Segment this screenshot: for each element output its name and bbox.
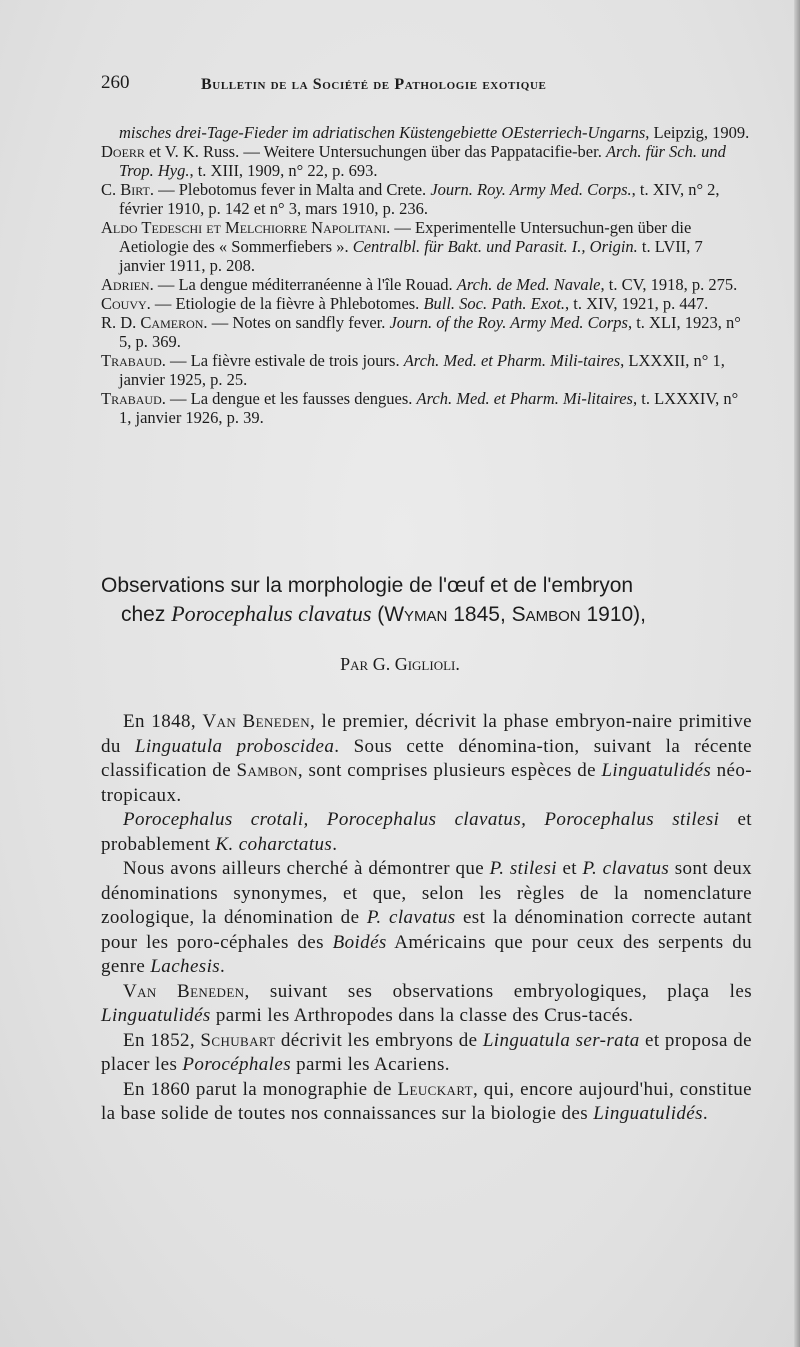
species-name: Linguatula ser-rata bbox=[482, 1029, 640, 1051]
article-title-line-1: Observations sur la morphologie de l'œuf et de l'embryon bbox=[101, 574, 634, 597]
text-run: . bbox=[332, 833, 338, 855]
reference-details: t. LVII, 7 janvier 1911, p. 208. bbox=[119, 237, 703, 275]
taxon-name: Lachesis bbox=[150, 956, 221, 977]
text-run: Nous avons ailleurs cherché à démontrer que bbox=[123, 858, 490, 879]
reference-title: et V. K. Russ. — Weitere Untersuchungen über das Pappatacifie-ber. bbox=[144, 142, 606, 161]
reference-author: Trabaud. bbox=[101, 389, 166, 408]
reference-author: R. D. Cameron. bbox=[101, 313, 208, 332]
title-prefix: chez bbox=[121, 603, 172, 626]
reference-title: — Etiologie de la fièvre à Phlebotomes. bbox=[150, 294, 424, 313]
reference-author: Aldo Tedeschi et Melchiorre Napolitani. bbox=[101, 218, 391, 237]
reference-list bbox=[101, 123, 751, 427]
text-run: En 1860 parut la monographie de bbox=[123, 1078, 398, 1100]
paragraph bbox=[101, 710, 752, 808]
text-run: Américains que pour ceux des serpents du genre bbox=[101, 931, 752, 977]
reference-author: Trabaud. bbox=[101, 351, 166, 370]
text-run: décrivit les embryons de bbox=[275, 1029, 483, 1051]
species-name: Linguatula proboscidea bbox=[135, 735, 335, 757]
reference-item bbox=[101, 313, 751, 351]
text-run: et proposa de placer les bbox=[101, 1029, 752, 1075]
reference-item bbox=[101, 123, 751, 142]
reference-title: — La dengue méditerranéenne à l'île Rouad. bbox=[153, 275, 457, 294]
reference-details: , t. XIV, 1921, p. 447. bbox=[565, 294, 709, 313]
reference-details: , t. XIV, n° 2, février 1910, p. 142 et n° 3, mars 1910, p. 236. bbox=[119, 180, 720, 218]
paragraph bbox=[101, 1078, 752, 1127]
text-run: néo-tropicaux. bbox=[101, 760, 752, 806]
author-name: Leuckart bbox=[397, 1078, 473, 1100]
reference-journal: Bull. Soc. Path. Exot. bbox=[423, 294, 566, 313]
reference-journal: Centralbl. für Bakt. und Parasit. I., Origin. bbox=[352, 237, 638, 256]
text-run: . bbox=[702, 1103, 709, 1124]
species-name: P. clavatus bbox=[366, 907, 456, 928]
author-name: Van Beneden bbox=[202, 711, 311, 732]
taxon-name: Linguatulidés bbox=[101, 1005, 211, 1026]
title-authorities: (Wyman 1845, Sambon 1910), bbox=[371, 603, 647, 626]
reference-item bbox=[101, 351, 751, 389]
reference-item bbox=[101, 294, 751, 313]
text-run: En 1852, bbox=[123, 1029, 201, 1051]
text-run: . Sous cette dénomina-tion, suivant la récente classification de bbox=[101, 735, 752, 781]
taxon-name: Porocéphales bbox=[182, 1054, 291, 1075]
species-name: P. clavatus bbox=[582, 858, 670, 879]
taxon-name: Boidés bbox=[332, 931, 387, 953]
reference-title: — Notes on sandfly fever. bbox=[207, 313, 390, 332]
reference-title: — Experimentelle Untersuchun-gen über die Aetiologie des « Sommerfiebers ». bbox=[119, 218, 692, 256]
taxon-name: Linguatulidés bbox=[593, 1103, 703, 1124]
paragraph bbox=[101, 1029, 752, 1078]
reference-journal: Journ. Roy. Army Med. Corps. bbox=[430, 180, 632, 199]
reference-details: , LXXXII, n° 1, janvier 1925, p. 25. bbox=[119, 351, 725, 389]
text-run: , le premier, décrivit la phase embryon-naire primitive du bbox=[101, 711, 752, 757]
paragraph bbox=[101, 980, 752, 1029]
taxon-name: Linguatulidés bbox=[601, 760, 712, 781]
text-run: est la dénomination correcte autant pour les poro-céphales des bbox=[101, 907, 753, 953]
text-run: , sont comprises plusieurs espèces de bbox=[297, 760, 602, 781]
reference-title: — La dengue et les fausses dengues. bbox=[165, 389, 417, 408]
reference-details: , Leipzig, 1909. bbox=[645, 123, 750, 142]
page-header bbox=[101, 72, 761, 102]
reference-journal: Journ. of the Roy. Army Med. Corps bbox=[389, 313, 628, 332]
paragraph bbox=[101, 808, 752, 857]
reference-journal: Arch. für Sch. und Trop. Hyg. bbox=[119, 142, 726, 180]
species-name: Porocephalus crotali, Porocephalus clavatus, Porocephalus stilesi bbox=[123, 809, 720, 830]
reference-journal: Arch. de Med. Navale bbox=[456, 275, 601, 294]
species-name: K. coharctatus bbox=[215, 833, 333, 855]
author-name: Van Beneden bbox=[123, 980, 245, 1002]
species-name: P. stilesi bbox=[489, 858, 557, 879]
reference-details: , t. LXXXIV, n° 1, janvier 1926, p. 39. bbox=[119, 389, 739, 427]
reference-item bbox=[101, 389, 751, 427]
reference-journal: misches drei-Tage-Fieder im adriatischen Küstengebiette OEsterriech-Ungarns bbox=[119, 123, 646, 142]
page-number: 260 bbox=[101, 72, 130, 93]
article-title bbox=[101, 572, 761, 629]
text-run: parmi les Arthropodes dans la classe des Crus-tacés. bbox=[210, 1005, 634, 1026]
article-body bbox=[101, 710, 752, 1127]
article-author bbox=[0, 654, 800, 675]
reference-item bbox=[101, 218, 751, 275]
reference-title: — Plebotomus fever in Malta and Crete. bbox=[154, 180, 431, 199]
running-title: Bulletin de la Société de Pathologie exotique bbox=[201, 76, 547, 93]
reference-title: — La fièvre estivale de trois jours. bbox=[165, 351, 404, 370]
reference-details: , t. XLI, 1923, n° 5, p. 369. bbox=[119, 313, 741, 351]
reference-author: Couvy. bbox=[101, 294, 151, 313]
reference-item bbox=[101, 180, 751, 218]
text-run: parmi les Acariens. bbox=[291, 1054, 450, 1075]
reference-author: Doerr bbox=[101, 142, 145, 161]
reference-author: C. Birt. bbox=[101, 180, 154, 199]
reference-author: Adrien. bbox=[101, 275, 154, 294]
reference-journal: Arch. Med. et Pharm. Mi-litaires bbox=[416, 389, 633, 408]
reference-details: , t. CV, 1918, p. 275. bbox=[600, 275, 738, 294]
reference-journal: Arch. Med. et Pharm. Mili-taires bbox=[403, 351, 621, 370]
text-run: , suivant ses observations embryologiques, plaça les bbox=[244, 980, 752, 1002]
text-run: et probablement bbox=[101, 809, 752, 855]
author-name: Sambon bbox=[236, 760, 298, 781]
author-name: Par G. Giglioli. bbox=[340, 654, 460, 674]
text-run: . bbox=[220, 956, 226, 977]
text-run: En 1848, bbox=[123, 711, 203, 732]
author-name: Schubart bbox=[200, 1029, 276, 1051]
reference-details: , t. XIII, 1909, n° 22, p. 693. bbox=[189, 161, 378, 180]
text-run: et bbox=[556, 858, 583, 879]
species-name: Porocephalus clavatus bbox=[171, 601, 372, 626]
reference-item bbox=[101, 275, 751, 294]
article-title-line-2 bbox=[101, 600, 761, 629]
text-run: , qui, encore aujourd'hui, constitue la base solide de toutes nos connaissances sur la biologie des bbox=[101, 1078, 752, 1124]
text-run: sont deux dénominations synonymes, et que, selon les règles de la nomenclature zoologique, la dénomination de bbox=[101, 858, 752, 928]
reference-item bbox=[101, 142, 751, 180]
paragraph bbox=[101, 857, 752, 980]
